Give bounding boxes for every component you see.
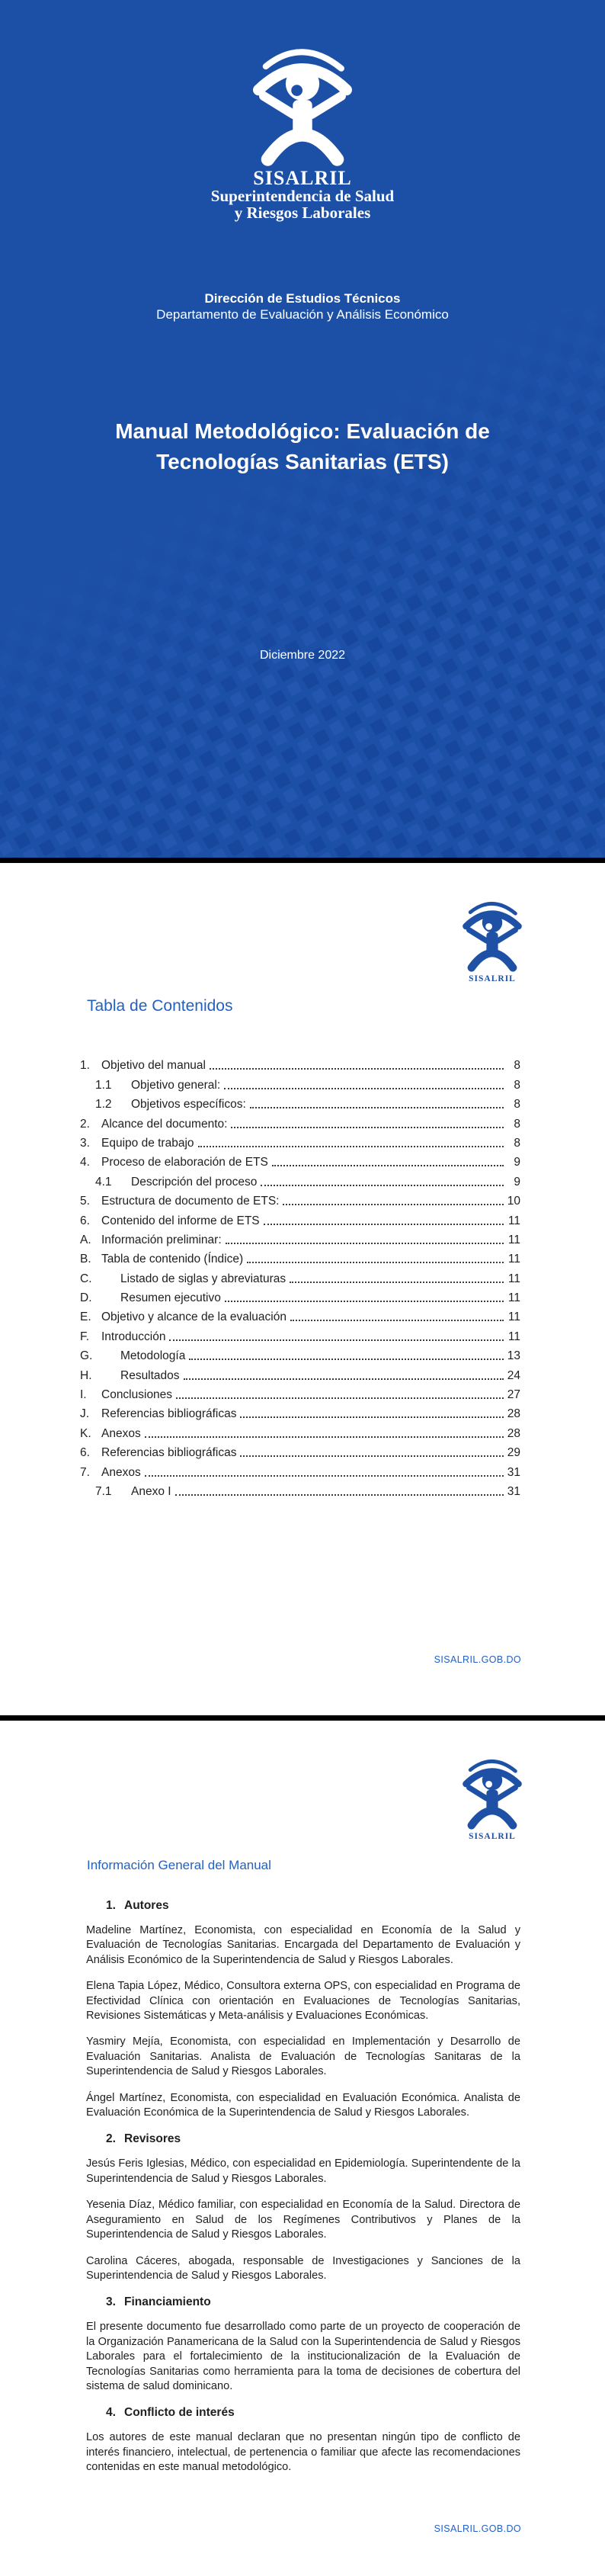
toc-entry-page-number: 28 bbox=[507, 1426, 520, 1440]
toc-entry bbox=[80, 1131, 520, 1150]
toc-entry-title: Resumen ejecutivo bbox=[120, 1291, 221, 1305]
toc-entry bbox=[80, 1247, 520, 1266]
org-subtitle-line2: y Riesgos Laborales bbox=[234, 204, 371, 222]
section-heading bbox=[86, 2295, 520, 2309]
toc-entry-title: Metodología bbox=[120, 1349, 186, 1363]
body-paragraph: Yesenia Díaz, Médico familiar, con especialidad en Economía de la Salud. Directora de Aseguramiento en Salud de los Regímenes Contributivos y Planes de la Superintendencia de Salud y Riesgos Laborales. bbox=[86, 2199, 520, 2241]
diamond-pattern-background bbox=[0, 309, 605, 858]
toc-dot-leader bbox=[175, 1494, 504, 1496]
toc-entry-title: Información preliminar: bbox=[101, 1233, 222, 1246]
toc-entry-page-number: 13 bbox=[507, 1349, 520, 1363]
toc-entry bbox=[80, 1480, 520, 1499]
toc-entry bbox=[80, 1150, 520, 1169]
publication-date: Diciembre 2022 bbox=[259, 649, 346, 662]
toc-entry-page-number: 31 bbox=[507, 1465, 520, 1479]
org-subtitle-line1: Superintendencia de Salud bbox=[210, 187, 395, 205]
toc-entry bbox=[80, 1208, 520, 1227]
section-heading bbox=[86, 2132, 520, 2146]
toc-entry bbox=[80, 1054, 520, 1073]
toc-entry-number: K. bbox=[80, 1426, 91, 1440]
toc-dot-leader bbox=[240, 1416, 504, 1418]
toc-entry bbox=[80, 1363, 520, 1382]
toc-dot-leader bbox=[290, 1320, 504, 1321]
toc-entry bbox=[80, 1266, 520, 1285]
toc-entry-title: Objetivo general: bbox=[131, 1078, 221, 1092]
toc-entry-number: 1.2 bbox=[95, 1098, 112, 1112]
toc-dot-leader bbox=[240, 1455, 504, 1457]
cover-page bbox=[0, 0, 605, 858]
toc-entry-page-number: 8 bbox=[514, 1098, 520, 1112]
toc-list bbox=[80, 1054, 520, 1499]
toc-entry-number: 1.1 bbox=[95, 1078, 112, 1092]
toc-entry bbox=[80, 1383, 520, 1402]
toc-entry-number: H. bbox=[80, 1368, 92, 1382]
toc-dot-leader bbox=[290, 1282, 504, 1283]
toc-entry-number: 6. bbox=[80, 1446, 90, 1460]
toc-entry-page-number: 8 bbox=[514, 1136, 520, 1150]
section-number: 3. bbox=[106, 2295, 116, 2309]
toc-entry-title: Anexo I bbox=[131, 1484, 171, 1498]
toc-entry-page-number: 10 bbox=[507, 1195, 520, 1208]
toc-entry-title: Introducción bbox=[101, 1330, 166, 1343]
toc-dot-leader bbox=[210, 1068, 504, 1070]
toc-entry-title: Descripción del proceso bbox=[131, 1175, 258, 1189]
toc-entry-title: Contenido del informe de ETS bbox=[101, 1214, 260, 1227]
toc-dot-leader bbox=[225, 1301, 504, 1302]
toc-entry-page-number: 24 bbox=[507, 1368, 520, 1382]
toc-entry bbox=[80, 1305, 520, 1324]
section-number: 2. bbox=[106, 2132, 116, 2146]
sisalril-eye-figure-logo-icon bbox=[462, 898, 523, 973]
page-separator bbox=[0, 1715, 605, 1721]
toc-entry-title: Listado de siglas y abreviaturas bbox=[120, 1272, 286, 1285]
toc-entry-number: D. bbox=[80, 1291, 92, 1305]
toc-entry bbox=[80, 1112, 520, 1131]
body-paragraph: Ángel Martínez, Economista, con especialidad en Evaluación Económica. Analista de Evaluación Económica de la Superintendencia de Salud y Riesgos Laborales. bbox=[86, 2091, 520, 2119]
toc-entry-title: Equipo de trabajo bbox=[101, 1136, 194, 1150]
toc-entry-title: Alcance del documento: bbox=[101, 1117, 228, 1131]
toc-entry-title: Conclusiones bbox=[101, 1388, 173, 1402]
toc-entry bbox=[80, 1460, 520, 1479]
sisalril-logo bbox=[462, 898, 523, 983]
toc-entry-page-number: 11 bbox=[507, 1233, 520, 1246]
toc-entry bbox=[80, 1286, 520, 1305]
toc-entry-number: 4.1 bbox=[95, 1175, 112, 1189]
body-paragraph: Yasmiry Mejía, Economista, con especialidad en Implementación y Desarrollo de Evaluación Sanitarias. Analista de Evaluación de Tecnologías Sanitaras de la Superintendencia de Salud y Riesgos Laborales. bbox=[86, 2035, 520, 2078]
toc-entry-page-number: 11 bbox=[507, 1214, 520, 1227]
toc-dot-leader bbox=[176, 1397, 504, 1399]
toc-dot-leader bbox=[264, 1224, 504, 1225]
toc-entry-number: F. bbox=[80, 1330, 90, 1343]
footer-url: SISALRIL.GOB.DO bbox=[434, 1654, 521, 1665]
toc-dot-leader bbox=[231, 1127, 504, 1128]
info-sections bbox=[86, 1887, 520, 2487]
section-title: Autores bbox=[124, 1899, 169, 1912]
toc-entry-title: Objetivo del manual bbox=[101, 1059, 206, 1073]
body-paragraph: Los autores de este manual declaran que no presentan ningún tipo de conflicto de interés financiero, intelectual, de pertenencia o familiar que afecte las recomendaciones contenidas en este manual metodológico. bbox=[86, 2431, 520, 2474]
toc-entry bbox=[80, 1169, 520, 1189]
toc-entry-title: Anexos bbox=[101, 1426, 141, 1440]
toc-entry-number: 6. bbox=[80, 1214, 90, 1227]
toc-entry-page-number: 28 bbox=[507, 1407, 520, 1421]
toc-entry-page-number: 27 bbox=[507, 1388, 520, 1402]
toc-dot-leader bbox=[198, 1146, 504, 1147]
section-title: Revisores bbox=[124, 2132, 181, 2146]
toc-dot-leader bbox=[184, 1378, 504, 1380]
page-separator bbox=[0, 858, 605, 863]
toc-entry-page-number: 8 bbox=[514, 1059, 520, 1073]
toc-entry-title: Referencias bibliográficas bbox=[101, 1446, 237, 1460]
body-paragraph: Jesús Feris Iglesias, Médico, con especialidad en Epidemiología. Superintendente de la Superintendencia de Salud y Riesgos Laborales. bbox=[86, 2157, 520, 2185]
toc-entry-title: Anexos bbox=[101, 1465, 141, 1479]
toc-dot-leader bbox=[247, 1262, 504, 1263]
toc-entry-number: 5. bbox=[80, 1195, 90, 1208]
section-heading bbox=[86, 2406, 520, 2420]
toc-entry-title: Referencias bibliográficas bbox=[101, 1407, 237, 1421]
toc-entry-page-number: 11 bbox=[507, 1310, 520, 1324]
toc-entry-number: C. bbox=[80, 1272, 92, 1285]
toc-entry-number: G. bbox=[80, 1349, 93, 1363]
document-title-line2: Tecnologías Sanitarias (ETS) bbox=[156, 450, 449, 473]
toc-entry-page-number: 11 bbox=[507, 1272, 520, 1285]
toc-entry-page-number: 31 bbox=[507, 1484, 520, 1498]
toc-entry bbox=[80, 1441, 520, 1460]
toc-dot-leader bbox=[169, 1339, 504, 1341]
org-name: SISALRIL bbox=[253, 167, 352, 189]
toc-entry-title: Tabla de contenido (Índice) bbox=[101, 1253, 244, 1266]
toc-entry-page-number: 11 bbox=[507, 1291, 520, 1305]
toc-entry bbox=[80, 1421, 520, 1440]
section-title: Financiamiento bbox=[124, 2295, 211, 2309]
toc-entry-number: 3. bbox=[80, 1136, 90, 1150]
toc-dot-leader bbox=[189, 1359, 504, 1360]
toc-entry-title: Objetivos específicos: bbox=[131, 1098, 246, 1112]
toc-entry bbox=[80, 1402, 520, 1421]
toc-entry-number: 1. bbox=[80, 1059, 90, 1073]
department-name: Departamento de Evaluación y Análisis Económico bbox=[156, 307, 449, 322]
section-number: 4. bbox=[106, 2406, 116, 2420]
sisalril-eye-figure-logo-icon bbox=[462, 1756, 523, 1830]
toc-entry-page-number: 9 bbox=[514, 1156, 520, 1169]
toc-entry bbox=[80, 1228, 520, 1247]
toc-entry-number: 4. bbox=[80, 1156, 90, 1169]
footer-url: SISALRIL.GOB.DO bbox=[434, 2523, 521, 2534]
toc-entry bbox=[80, 1092, 520, 1112]
toc-entry-number: 2. bbox=[80, 1117, 90, 1131]
toc-entry-page-number: 8 bbox=[514, 1117, 520, 1131]
info-page bbox=[0, 1721, 605, 2576]
toc-entry-number: B. bbox=[80, 1253, 91, 1266]
document-title bbox=[0, 416, 605, 477]
toc-entry-number: I. bbox=[80, 1388, 87, 1402]
toc-dot-leader bbox=[145, 1436, 504, 1438]
toc-entry bbox=[80, 1324, 520, 1343]
toc-entry-number: A. bbox=[80, 1233, 91, 1246]
toc-dot-leader bbox=[283, 1204, 504, 1205]
toc-dot-leader bbox=[261, 1185, 504, 1186]
toc-dot-leader bbox=[224, 1088, 504, 1089]
toc-dot-leader bbox=[226, 1243, 504, 1244]
toc-entry-number: 7.1 bbox=[95, 1484, 112, 1498]
toc-entry-page-number: 8 bbox=[514, 1078, 520, 1092]
toc-entry-page-number: 9 bbox=[514, 1175, 520, 1189]
document-title-line1: Manual Metodológico: Evaluación de bbox=[115, 419, 490, 443]
toc-entry-number: E. bbox=[80, 1310, 91, 1324]
sisalril-logo bbox=[462, 1756, 523, 1841]
section-heading bbox=[86, 1899, 520, 1913]
toc-entry-title: Estructura de documento de ETS: bbox=[101, 1195, 280, 1208]
body-paragraph: Madeline Martínez, Economista, con especialidad en Economía de la Salud y Evaluación de Tecnologías Sanitarias. Encargada del Departamento de Evaluación y Análisis Económico de la Superintendencia de Salud y Riesgos Laborales. bbox=[86, 1924, 520, 1966]
logo-caption: SISALRIL bbox=[469, 1832, 516, 1841]
toc-entry-number: 7. bbox=[80, 1465, 90, 1479]
toc-entry-page-number: 11 bbox=[507, 1330, 520, 1343]
toc-entry-number: J. bbox=[80, 1407, 90, 1421]
toc-entry bbox=[80, 1073, 520, 1092]
section-number: 1. bbox=[106, 1899, 116, 1912]
toc-entry-title: Resultados bbox=[120, 1368, 180, 1382]
toc-dot-leader bbox=[250, 1107, 504, 1108]
toc-entry bbox=[80, 1189, 520, 1208]
toc-entry-title: Objetivo y alcance de la evaluación bbox=[101, 1310, 286, 1324]
logo-caption: SISALRIL bbox=[469, 974, 516, 983]
section-title: Conflicto de interés bbox=[124, 2406, 235, 2420]
toc-page bbox=[0, 863, 605, 1715]
toc-entry-title: Proceso de elaboración de ETS bbox=[101, 1156, 268, 1169]
toc-dot-leader bbox=[145, 1475, 504, 1477]
body-paragraph: El presente documento fue desarrollado como parte de un proyecto de cooperación de la Organización Panamericana de la Salud con la Superintendencia de Salud y Riesgos Laborales para el fortalecimiento de la institucionalización de la Evaluación de Tecnologías Sanitarias como herramienta para la toma de decisiones de cobertura del sistema de salud dominicano. bbox=[86, 2321, 520, 2392]
body-paragraph: Carolina Cáceres, abogada, responsable de Investigaciones y Sanciones de la Superintendencia de Salud y Riesgos Laborales. bbox=[86, 2254, 520, 2282]
toc-entry-page-number: 29 bbox=[507, 1446, 520, 1460]
body-paragraph: Elena Tapia López, Médico, Consultora externa OPS, con especialidad en Programa de Efectividad Clínica con orientación en Evaluaciones de Tecnologías Sanitarias, Revisiones Sistemáticas y Meta-análisis y Evaluaciones Económicas. bbox=[86, 1980, 520, 2023]
toc-dot-leader bbox=[272, 1165, 504, 1166]
info-heading: Información General del Manual bbox=[87, 1858, 271, 1872]
sisalril-eye-figure-logo-icon bbox=[251, 43, 354, 168]
direction-name: Dirección de Estudios Técnicos bbox=[204, 291, 401, 306]
toc-entry bbox=[80, 1344, 520, 1363]
toc-entry-page-number: 11 bbox=[507, 1253, 520, 1266]
toc-heading: Tabla de Contenidos bbox=[87, 997, 233, 1015]
